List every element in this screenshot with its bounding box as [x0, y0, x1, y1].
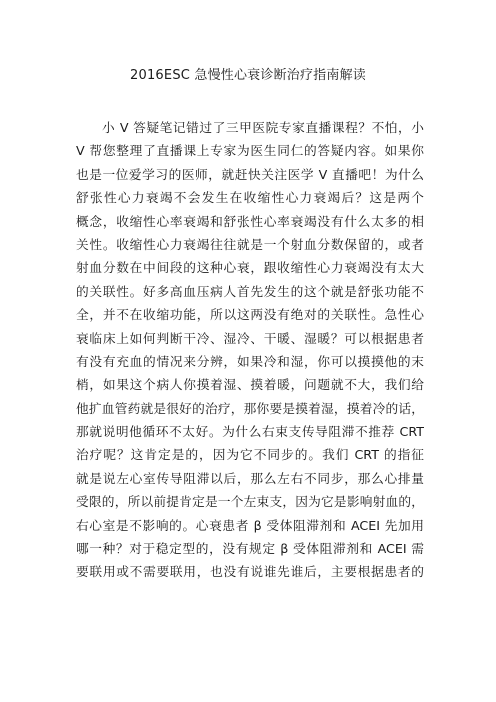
body-line: 要联用或不需要联用，也没有说谁先谁后，主要根据患者的 — [76, 564, 424, 580]
body-line: 他扩血管药就是很好的治疗，那你要是摸着湿，摸着冷的话， — [76, 400, 424, 416]
body-line: 右心室是不影响的。心衰患者 β 受体阻滞剂和 ACEI 先加用 — [76, 517, 424, 533]
body-line: 小 V 答疑笔记错过了三甲医院专家直播课程？不怕，小 — [102, 120, 424, 135]
body-line: 全，并不在收缩功能，所以这两没有绝对的关联性。急性心 — [76, 307, 424, 323]
body-line: 衰临床上如何判断干冷、湿冷、干暖、湿暖？可以根据患者 — [76, 330, 424, 346]
body-line: 就是说左心室传导阻滞以后，那么左右不同步，那么心排量 — [76, 470, 424, 486]
document-body — [76, 116, 424, 584]
body-line: 关性。收缩性心力衰竭往往就是一个射血分数保留的，或者 — [76, 236, 424, 252]
document-title: 2016ESC 急慢性心衰诊断治疗指南解读 — [130, 68, 366, 83]
body-line: 有没有充血的情况来分辨，如果冷和湿，你可以摸摸他的末 — [76, 353, 424, 369]
body-line: 受限的，所以前提肯定是一个左束支，因为它是影响射血的， — [76, 494, 424, 510]
body-line: 概念，收缩性心率衰竭和舒张性心率衰竭没有什么太多的相 — [76, 213, 424, 229]
body-line: 的关联性。好多高血压病人首先发生的这个就是舒张功能不 — [76, 283, 424, 299]
body-line: 舒张性心力衰竭不会发生在收缩性心力衰竭后？这是两个 — [76, 190, 424, 206]
body-line: 梢，如果这个病人你摸着湿、摸着暖，问题就不大，我们给 — [76, 377, 424, 393]
body-line: 射血分数在中间段的这种心衰，跟收缩性心力衰竭没有太大 — [76, 260, 424, 276]
body-line: 治疗呢？这肯定是的，因为它不同步的。我们 CRT 的指征 — [76, 447, 424, 463]
body-line: 也是一位爱学习的医师，就赶快关注医学 V 直播吧！为什么 — [76, 166, 424, 182]
body-line: 那就说明他循环不太好。为什么右束支传导阻滞不推荐 CRT — [76, 424, 424, 440]
body-line: 哪一种？对于稳定型的，没有规定 β 受体阻滞剂和 ACEI 需 — [76, 541, 424, 557]
body-line: V 帮您整理了直播课上专家为医生同仁的答疑内容。如果你 — [76, 143, 424, 159]
